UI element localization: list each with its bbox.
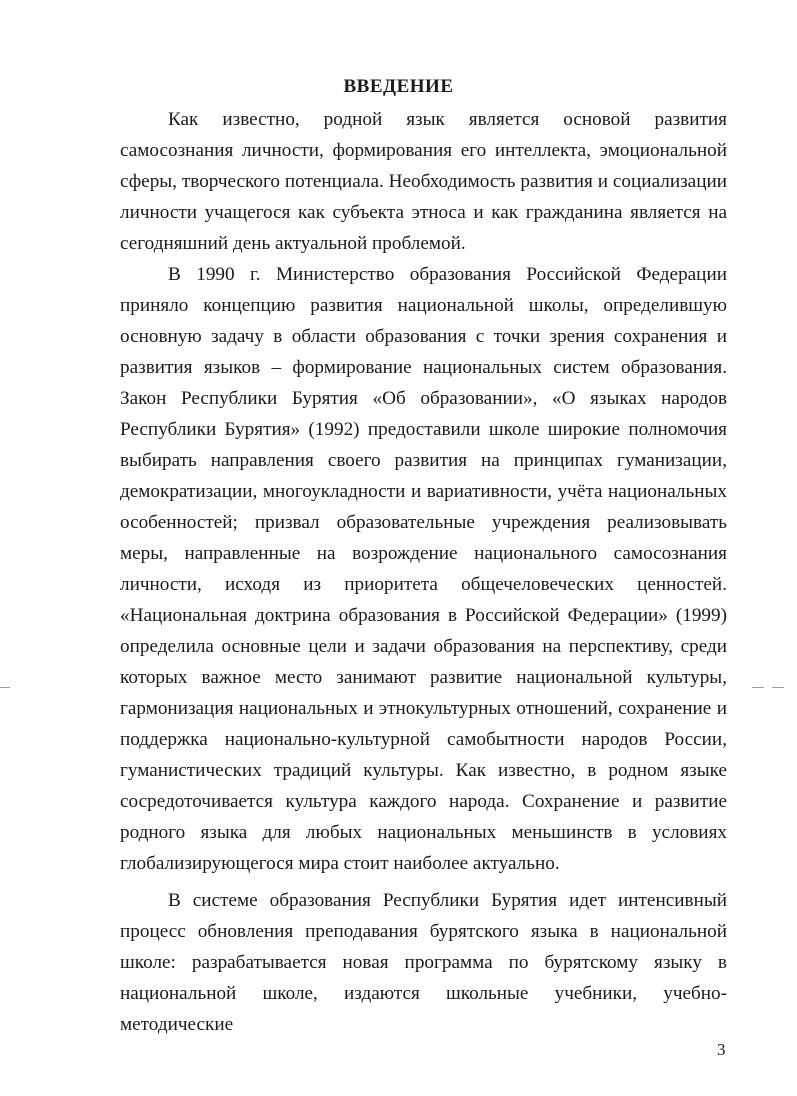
scan-margin-mark-right-1 <box>752 687 764 688</box>
scan-margin-mark-right-2 <box>772 687 784 688</box>
page-title: ВВЕДЕНИЕ <box>343 76 454 97</box>
paragraph-1: Как известно, родной язык является основой развития самосознания личности, формирования его интеллекта, эмоциональной сферы, творческого потенциала. Необходимость развития и социализации личности учащегося как субъекта этноса и как гражданина является на сегодняшний день актуальной проблемой. <box>120 109 727 254</box>
page-number: 3 <box>717 1040 726 1059</box>
paragraph-2: В 1990 г. Министерство образования Российской Федерации приняло концепцию развития национальной школы, определившую основную задачу в области образования с точки зрения сохранения и развития языков – формирование национальных систем образования. Закон Республики Бурятия «Об образовании», «О языках народов Республики Бурятия» (1992) предоставили школе широкие полномочия выбирать направления своего развития на принципах гуманизации, демократизации, многоукладности и вариативности, учёта национальных особенностей; призвал образовательные учреждения реализовывать меры, направленные на возрождение национального самосознания личности, исходя из приоритета общечеловеческих ценностей. «Национальная доктрина образования в Российской Федерации» (1999) определила основные цели и задачи образования на перспективу, среди которых важное место занимают развитие национальной культуры, гармонизация национальных и этнокультурных отношений, сохранение и поддержка национально-культурной самобытности народов России, гуманистических традиций культуры. Как известно, в родном языке сосредоточивается культура каждого народа. Сохранение и развитие родного языка для любых национальных меньшинств в условиях глобализирующегося мира стоит наиболее актуально. <box>120 264 727 874</box>
paragraph-3: В системе образования Республики Бурятия идет интенсивный процесс обновления преподавания бурятского языка в национальной школе: разрабатывается новая программа по бурятскому языку в национальной школе, издаются школьные учебники, учебно-методические <box>120 890 727 1035</box>
scan-margin-mark-left <box>0 687 10 688</box>
body-text <box>120 104 727 1040</box>
